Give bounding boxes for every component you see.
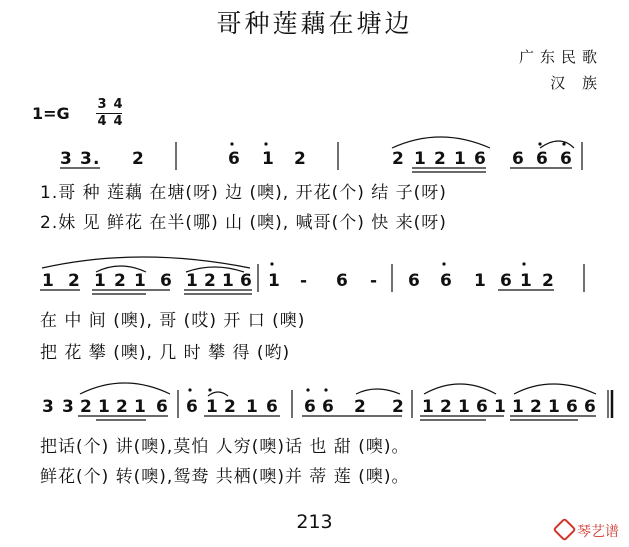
notation-system-2 (0, 246, 629, 306)
svg-text:1: 1 (512, 397, 524, 417)
lyric-verse2-line1: 2.妹 见 鲜花 在半(哪) 山 (噢), 喊哥(个) 快 来(呀) (40, 213, 447, 233)
svg-text:2: 2 (434, 149, 446, 169)
svg-text:6: 6 (186, 397, 198, 417)
svg-text:6: 6 (474, 149, 486, 169)
svg-text:2: 2 (80, 397, 92, 417)
svg-text:6: 6 (240, 271, 252, 291)
notation-graphics-3 (0, 372, 629, 432)
svg-text:6: 6 (512, 149, 524, 169)
svg-text:1: 1 (134, 271, 146, 291)
svg-text:1: 1 (222, 271, 234, 291)
svg-text:2: 2 (354, 397, 366, 417)
svg-text:2: 2 (224, 397, 236, 417)
svg-text:2: 2 (116, 397, 128, 417)
lyric-verse2-line2: 把 花 攀 (噢), 几 时 攀 得 (哟) (40, 343, 291, 363)
svg-text:1: 1 (206, 397, 218, 417)
svg-text:2: 2 (440, 397, 452, 417)
svg-text:-: - (370, 271, 378, 291)
svg-text:1: 1 (262, 149, 274, 169)
meter-divider (96, 113, 122, 114)
svg-text:1: 1 (246, 397, 258, 417)
svg-text:2: 2 (530, 397, 542, 417)
svg-text:2: 2 (294, 149, 306, 169)
svg-text:1: 1 (548, 397, 560, 417)
watermark-text: 琴艺谱 (577, 524, 619, 540)
svg-text:1: 1 (42, 271, 54, 291)
watermark (556, 521, 619, 541)
svg-text:2: 2 (114, 271, 126, 291)
svg-text:2: 2 (392, 149, 404, 169)
meter-a-denominator: 4 (97, 114, 107, 129)
meter-b-denominator: 4 (113, 114, 123, 129)
svg-text:1: 1 (98, 397, 110, 417)
svg-text:6: 6 (440, 271, 452, 291)
svg-text:-: - (300, 271, 308, 291)
svg-text:3: 3 (80, 149, 92, 169)
svg-text:6: 6 (560, 149, 572, 169)
svg-text:1: 1 (186, 271, 198, 291)
source-ethnicity: 汉 族 (550, 74, 603, 92)
svg-text:6: 6 (266, 397, 278, 417)
svg-text:6: 6 (584, 397, 596, 417)
source-region: 广东民歌 (518, 48, 603, 66)
key-signature: 1=G (32, 104, 70, 123)
svg-text:6: 6 (408, 271, 420, 291)
svg-text:6: 6 (156, 397, 168, 417)
lyric-verse2-line3: 鲜花(个) 转(噢),鸳鸯 共栖(噢)并 蒂 莲 (噢)。 (40, 467, 410, 487)
notation-system-3 (0, 372, 629, 432)
svg-text:6: 6 (566, 397, 578, 417)
svg-text:6: 6 (336, 271, 348, 291)
svg-text:1: 1 (454, 149, 466, 169)
svg-text:6: 6 (160, 271, 172, 291)
meter-a-numerator: 3 (97, 97, 107, 112)
svg-text:6: 6 (322, 397, 334, 417)
svg-text:1: 1 (268, 271, 280, 291)
svg-text:3: 3 (60, 149, 72, 169)
svg-text:3: 3 (42, 397, 54, 417)
svg-text:2: 2 (132, 149, 144, 169)
svg-text:6: 6 (304, 397, 316, 417)
svg-text:6: 6 (500, 271, 512, 291)
svg-text:2: 2 (392, 397, 404, 417)
svg-text:1: 1 (414, 149, 426, 169)
svg-text:6: 6 (536, 149, 548, 169)
logo-icon (552, 517, 576, 541)
lyric-verse1-line1: 1.哥 种 莲藕 在塘(呀) 边 (噢), 开花(个) 结 子(呀) (40, 183, 447, 203)
song-title: 哥种莲藕在塘边 (216, 9, 413, 38)
svg-text:6: 6 (228, 149, 240, 169)
svg-text:2: 2 (68, 271, 80, 291)
svg-text:1: 1 (458, 397, 470, 417)
svg-text:.: . (93, 149, 100, 169)
svg-text:6: 6 (476, 397, 488, 417)
svg-text:1: 1 (134, 397, 146, 417)
svg-text:1: 1 (494, 397, 506, 417)
svg-text:1: 1 (474, 271, 486, 291)
svg-text:1: 1 (422, 397, 434, 417)
notation-graphics-2 (0, 246, 629, 306)
page-number: 213 (296, 511, 333, 533)
svg-text:1: 1 (520, 271, 532, 291)
lyric-verse1-line2: 在 中 间 (噢), 哥 (哎) 开 口 (噢) (40, 311, 306, 331)
svg-text:2: 2 (204, 271, 216, 291)
lyric-verse1-line3: 把话(个) 讲(噢),莫怕 人穷(噢)话 也 甜 (噢)。 (40, 437, 410, 457)
svg-text:2: 2 (542, 271, 554, 291)
meter-b-numerator: 4 (113, 97, 123, 112)
svg-text:1: 1 (94, 271, 106, 291)
svg-text:3: 3 (62, 397, 74, 417)
